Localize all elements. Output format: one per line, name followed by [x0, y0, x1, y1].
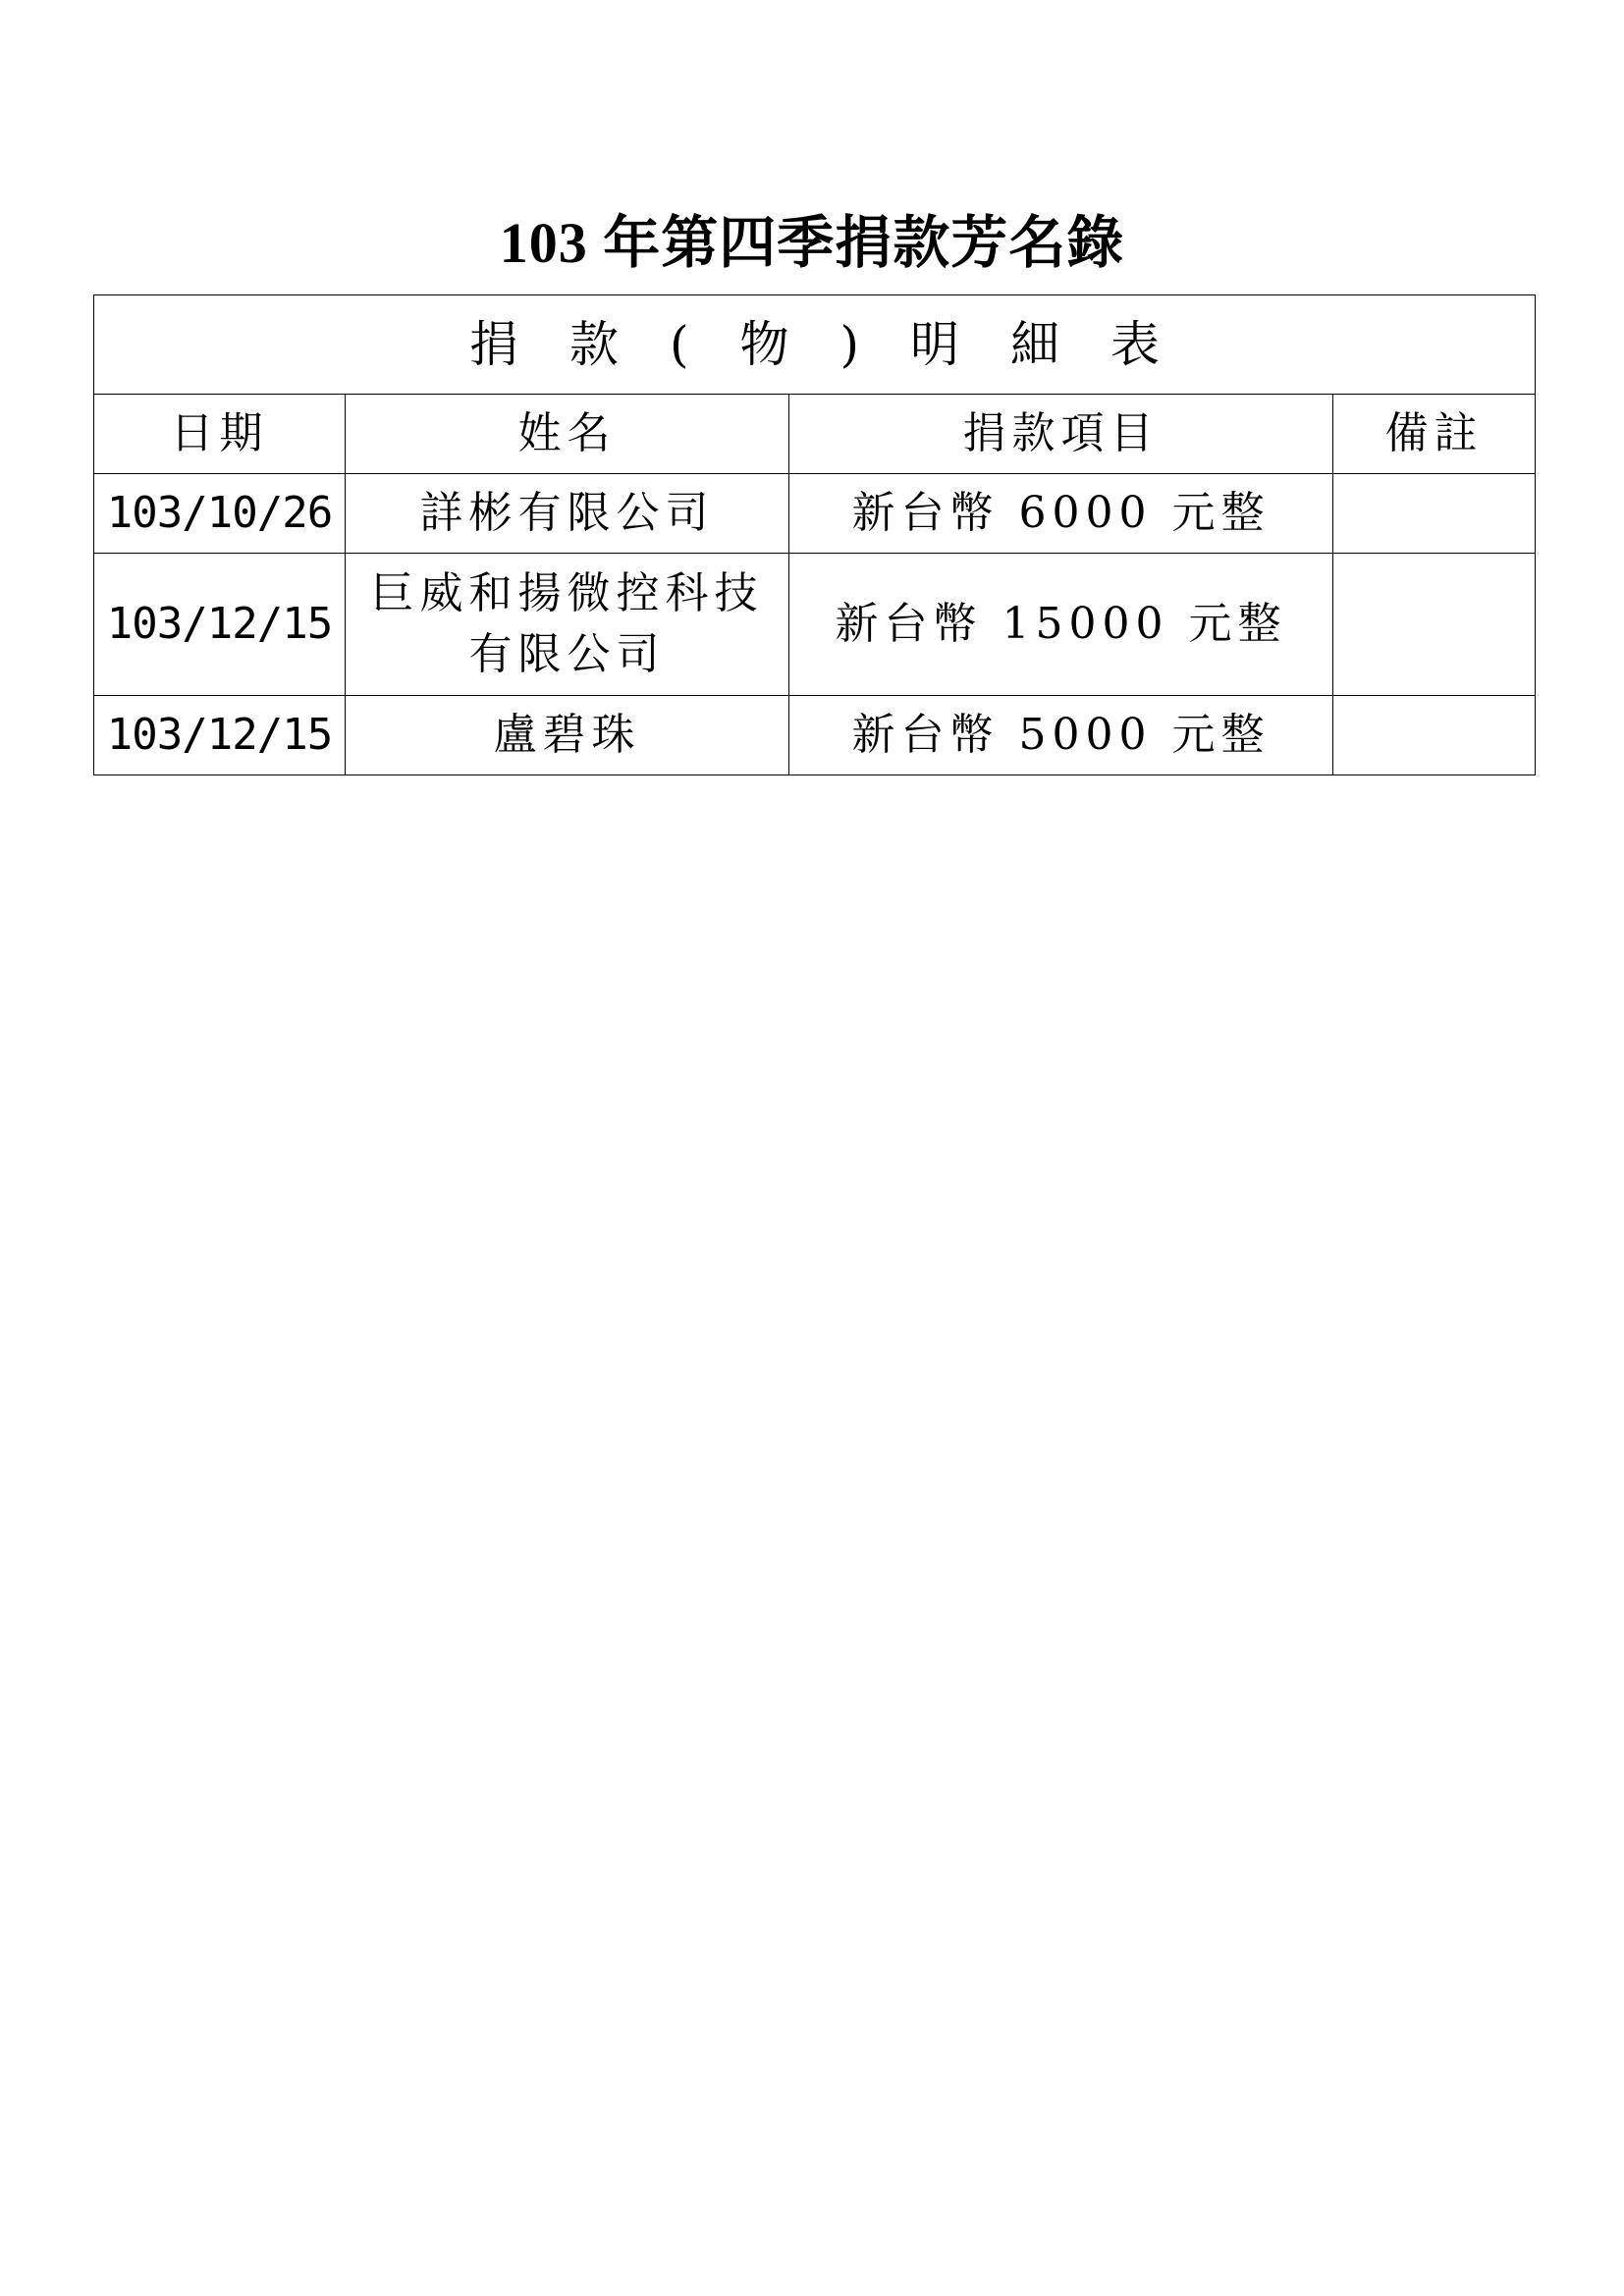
row-item: 新台幣 5000 元整: [789, 696, 1333, 775]
table-caption-row: [94, 295, 1536, 395]
table-row: [94, 696, 1536, 775]
row-note: [1333, 554, 1536, 696]
header-note: 備註: [1333, 395, 1536, 474]
row-name: 巨威和揚微控科技有限公司: [370, 568, 764, 679]
row-name: 盧碧珠: [346, 696, 789, 775]
row-item: 新台幣 6000 元整: [789, 474, 1333, 554]
row-date: 103/10/26: [94, 474, 346, 554]
row-date: 103/12/15: [94, 696, 346, 775]
row-date: 103/12/15: [94, 554, 346, 696]
donation-table: [93, 294, 1536, 775]
table-caption: 捐款(物)明細表: [94, 295, 1536, 395]
header-name: 姓名: [346, 395, 789, 474]
row-note: [1333, 474, 1536, 554]
table-row: [94, 554, 1536, 696]
row-note: [1333, 696, 1536, 775]
table-row: [94, 474, 1536, 554]
row-item: 新台幣 15000 元整: [789, 554, 1333, 696]
row-name: 詳彬有限公司: [346, 474, 789, 554]
table-header-row: [94, 395, 1536, 474]
header-item: 捐款項目: [789, 395, 1333, 474]
header-date: 日期: [94, 395, 346, 474]
row-name-cell: [346, 554, 789, 696]
page-title: 103 年第四季捐款芳名錄: [499, 211, 1125, 275]
